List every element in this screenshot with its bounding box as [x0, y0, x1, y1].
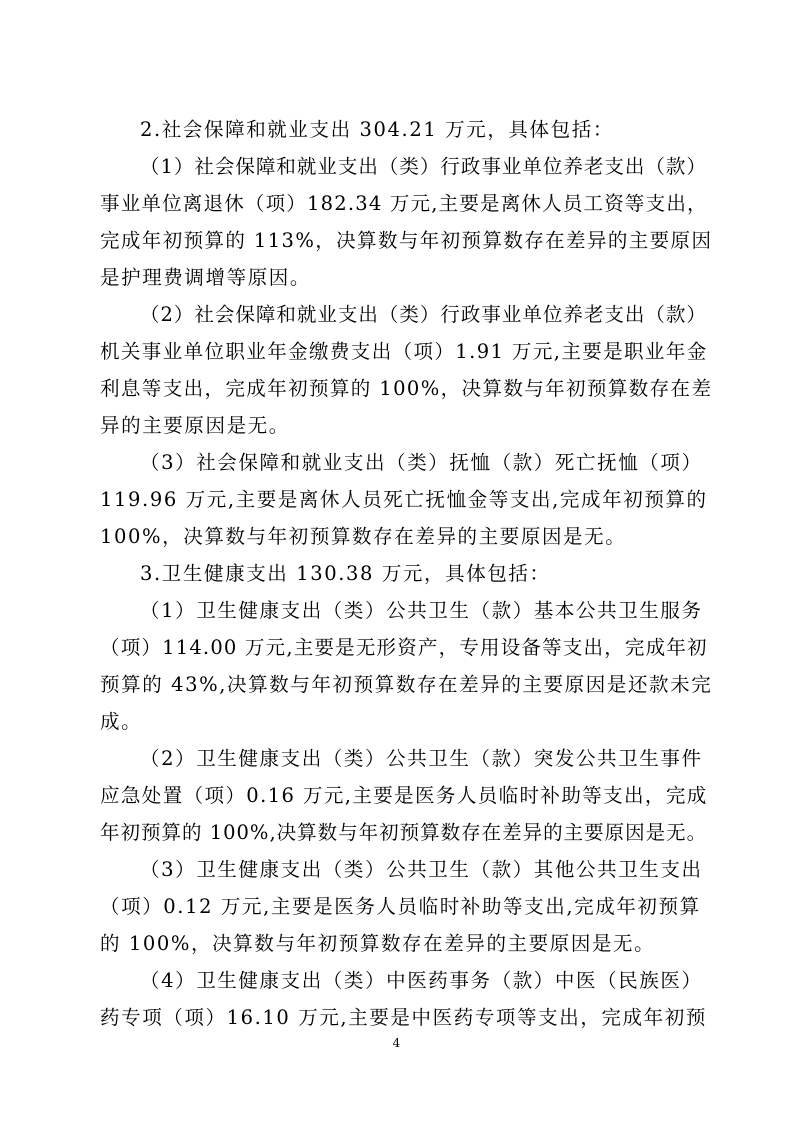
paragraph-health-item-1: [100, 592, 712, 740]
paragraph-health-item-2: [100, 740, 712, 851]
text-line: 完成年初预算的 113%，决算数与年初预算数存在差异的主要原因: [100, 229, 712, 252]
paragraph-social-security-item-1: [100, 148, 712, 296]
text-line: （1）社会保障和就业支出（类）行政事业单位养老支出（款）: [140, 155, 707, 178]
text-line: 异的主要原因是无。: [100, 414, 290, 437]
text-line: 100%，决算数与年初预算数存在差异的主要原因是无。: [100, 525, 627, 548]
paragraph-social-security-total: [100, 111, 712, 148]
paragraph-social-security-item-3: [100, 444, 712, 555]
text-line: （项）114.00 万元,主要是无形资产，专用设备等支出，完成年初: [100, 636, 708, 659]
text-line: 事业单位离退休（项）182.34 万元,主要是离休人员工资等支出，: [100, 192, 708, 215]
text-line: 药专项（项）16.10 万元,主要是中医药专项等支出，完成年初预: [100, 1006, 707, 1029]
text-line: 年初预算的 100%,决算数与年初预算数存在差异的主要原因是无。: [100, 821, 708, 844]
paragraph-health-item-3: [100, 851, 712, 962]
text-line: 利息等支出，完成年初预算的 100%，决算数与年初预算数存在差: [100, 377, 712, 400]
paragraph-health-item-4: [100, 962, 712, 1036]
text-line: 2.社会保障和就业支出 304.21 万元，具体包括：: [140, 118, 614, 141]
text-line: （2）社会保障和就业支出（类）行政事业单位养老支出（款）: [140, 303, 707, 326]
text-line: （项）0.12 万元,主要是医务人员临时补助等支出,完成年初预算: [100, 895, 701, 918]
text-line: （2）卫生健康支出（类）公共卫生（款）突发公共卫生事件: [140, 747, 703, 770]
text-line: 预算的 43%,决算数与年初预算数存在差异的主要原因是还款未完: [100, 673, 712, 696]
text-line: （3）卫生健康支出（类）公共卫生（款）其他公共卫生支出: [140, 858, 703, 881]
paragraph-social-security-item-2: [100, 296, 712, 444]
paragraph-health-total: [100, 555, 712, 592]
text-line: （1）卫生健康支出（类）公共卫生（款）基本公共卫生服务: [140, 599, 703, 622]
text-line: （4）卫生健康支出（类）中医药事务（款）中医（民族医）: [140, 969, 703, 992]
text-line: 3.卫生健康支出 130.38 万元，具体包括：: [140, 562, 551, 585]
text-line: 成。: [100, 710, 143, 733]
text-line: 机关事业单位职业年金缴费支出（项）1.91 万元,主要是职业年金: [100, 340, 708, 363]
page-number: 4: [392, 1036, 401, 1050]
text-line: 的 100%，决算数与年初预算数存在差异的主要原因是无。: [100, 932, 656, 955]
text-line: （3）社会保障和就业支出（类）抚恤（款）死亡抚恤（项）: [140, 451, 703, 474]
text-line: 119.96 万元,主要是离休人员死亡抚恤金等支出,完成年初预算的: [100, 488, 708, 511]
text-line: 应急处置（项）0.16 万元,主要是医务人员临时补助等支出，完成: [100, 784, 708, 807]
text-line: 是护理费调增等原因。: [100, 266, 312, 289]
